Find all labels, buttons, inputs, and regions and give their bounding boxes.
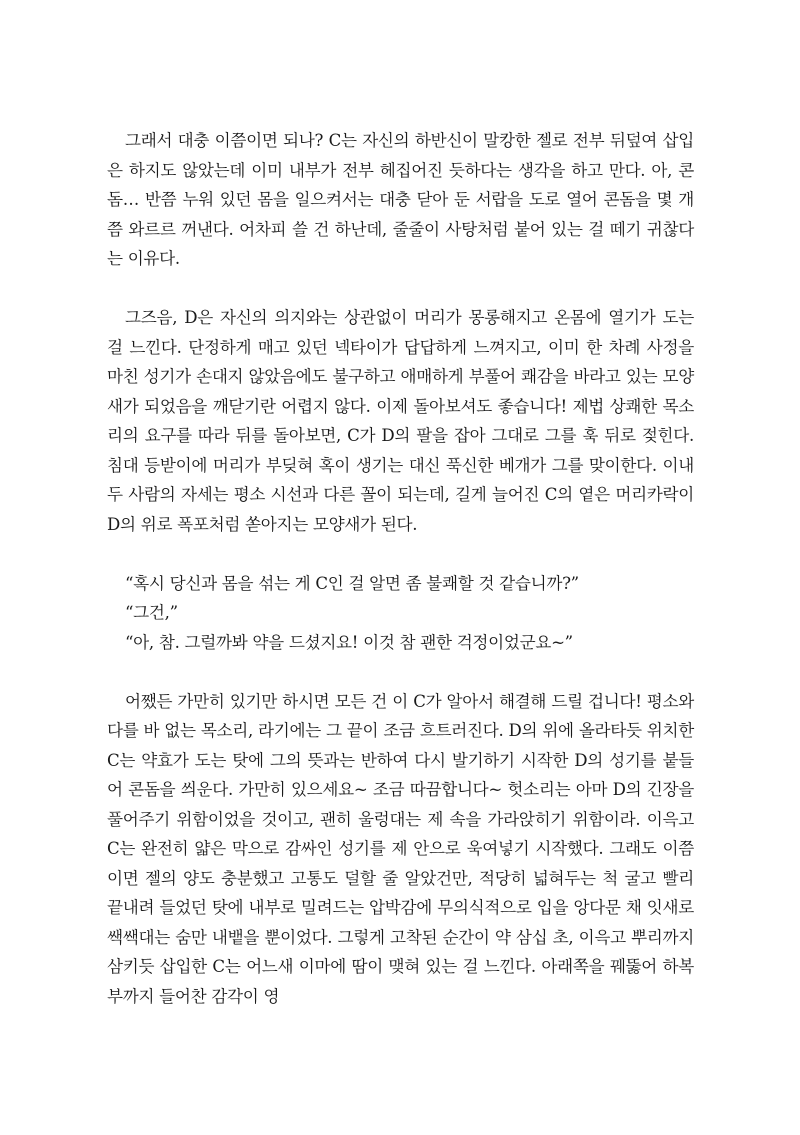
document-body: [107, 126, 694, 1011]
dialogue-line: “그건,”: [125, 603, 178, 622]
paragraph: 그래서 대충 이쯤이면 되나? C는 자신의 하반신이 말캉한 젤로 전부 뒤덮여 삽입은 하지도 않았는데 이미 내부가 전부 헤집어진 듯하다는 생각을 하고 만다. 아, 콘돔… 반쯤 누워 있던 몸을 일으켜서는 대충 닫아 둔 서랍을 도로 열어 콘돔을 몇 개쯤 와르르 꺼낸다. 어차피 쓸 건 하난데, 줄줄이 사탕처럼 붙어 있는 걸 떼기 귀찮다는 이유다.: [107, 131, 694, 268]
paragraph-gap: [107, 539, 694, 569]
paragraph-gap: [107, 657, 694, 687]
paragraph: 그즈음, D은 자신의 의지와는 상관없이 머리가 몽롱해지고 온몸에 열기가 도는 걸 느낀다. 단정하게 매고 있던 넥타이가 답답하게 느껴지고, 이미 한 차례 사정을 마친 성기가 손대지 않았음에도 불구하고 애매하게 부풀어 쾌감을 바라고 있는 모양새가 되었음을 깨닫기란 어렵지 않다. 이제 돌아보셔도 좋습니다! 제법 상쾌한 목소리의 요구를 따라 뒤를 돌아보면, C가 D의 팔을 잡아 그대로 그를 훅 뒤로 젖힌다. 침대 등받이에 머리가 부딪혀 혹이 생기는 대신 푹신한 베개가 그를 맞이한다. 이내 두 사람의 자세는 평소 시선과 다른 꼴이 되는데, 길게 늘어진 C의 옅은 머리카락이 D의 위로 폭포처럼 쏟아지는 모양새가 된다.: [107, 308, 694, 534]
paragraph: 어쨌든 가만히 있기만 하시면 모든 건 이 C가 알아서 해결해 드릴 겁니다! 평소와 다를 바 없는 목소리, 라기에는 그 끝이 조금 흐트러진다. D의 위에 올라타듯 위치한 C는 약효가 도는 탓에 그의 뜻과는 반하여 다시 발기하기 시작한 D의 성기를 붙들어 콘돔을 씌운다. 가만히 있으세요~ 조금 따끔합니다~ 헛소리는 아마 D의 긴장을 풀어주기 위함이었을 것이고, 괜히 울렁대는 제 속을 가라앉히기 위함이라. 이윽고 C는 완전히 얇은 막으로 감싸인 성기를 제 안으로 욱여넣기 시작했다. 그래도 이쯤이면 젤의 양도 충분했고 고통도 덜할 줄 알았건만, 적당히 넓혀두는 척 굴고 빨리 끝내려 들었던 탓에 내부로 밀려드는 압박감에 무의식적으로 입을 앙다문 채 잇새로 쌕쌕대는 숨만 내뱉을 뿐이었다. 그렇게 고착된 순간이 약 삼십 초, 이윽고 뿌리까지 삼키듯 삽입한 C는 어느새 이마에 땀이 맺혀 있는 걸 느낀다. 아래쪽을 꿰뚫어 하복부까지 들어찬 감각이 영: [107, 691, 694, 1006]
paragraph-gap: [107, 274, 694, 304]
dialogue-line: “혹시 당신과 몸을 섞는 게 C인 걸 알면 좀 불쾌할 것 같습니까?”: [125, 573, 579, 593]
dialogue-line: “아, 참. 그럴까봐 약을 드셨지요! 이것 참 괜한 걱정이었군요~”: [125, 632, 573, 652]
